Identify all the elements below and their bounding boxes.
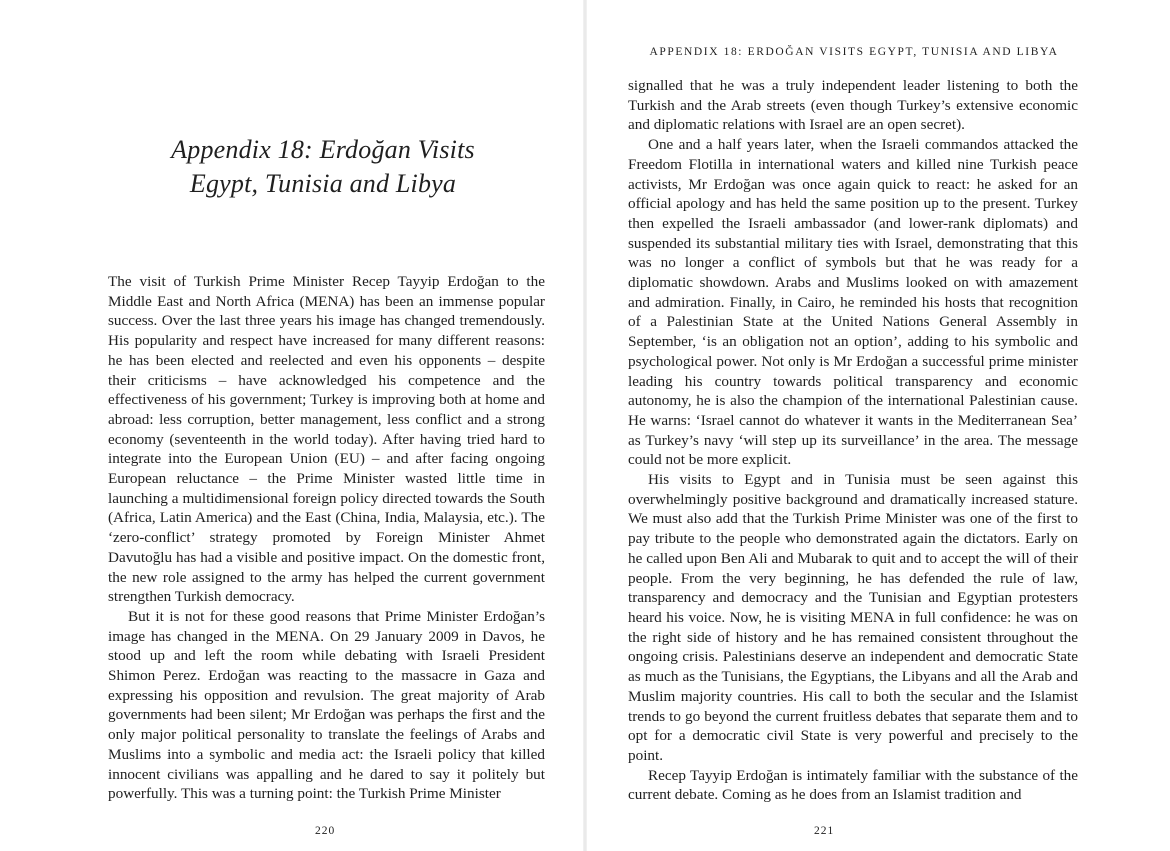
right-page-body (628, 76, 1078, 805)
page-number-left: 220 (315, 825, 336, 837)
body-paragraph: One and a half years later, when the Israeli commandos attacked the Freedom Flotilla in international waters and killed nine Turkish peace activists, Mr Erdoğan was once again quick to react: he asked for an official apology and has held the same position up to the present. Turkey then expelled the Israeli ambassador (and lower-rank diplomats) and suspended its substantial military ties with Israel, demonstrating that this was no longer a conflict of symbols but that he was ready for a diplomatic showdown. Arabs and Muslims looked on with amazement and admiration. Finally, in Cairo, he reminded his hosts that recognition of a Palestinian State at the United Nations General Assembly in September, ‘is an obligation not an option’, adding to his symbolic and psychological power. Not only is Mr Erdoğan a successful prime minister leading his country towards political transparency and economic autonomy, he is also the champion of the international Palestinian cause. He warns: ‘Israel cannot do whatever it wants in the Mediterranean Sea’ as Turkey’s navy ‘will step up its surveillance’ in the area. The message could not be more explicit. (628, 136, 1078, 469)
body-paragraph: But it is not for these good reasons that Prime Minister Erdoğan’s image has changed in the MENA. On 29 January 2009 in Davos, he stood up and left the room while debating with Israeli President Shimon Perez. Erdoğan was reacting to the massacre in Gaza and expressing his opposition and revulsion. The great majority of Arab governments had been silent; Mr Erdoğan was perhaps the first and the only major political personality to translate the feelings of Arabs and Muslims into a symbolic and media act: the Israeli policy that killed innocent civilians was appalling and he dared to say it politely but powerfully. This was a turning point: the Turkish Prime Minister (108, 607, 545, 803)
body-paragraph: signalled that he was a truly independent leader listening to both the Turkish and the Arab streets (even though Turkey’s extensive economic and diplomatic relations with Israel are an open secret). (628, 77, 1078, 134)
body-paragraph: Recep Tayyip Erdoğan is intimately familiar with the substance of the current debate. Coming as he does from an Islamist tradition and (628, 766, 1078, 804)
chapter-title-line-1: Appendix 18: Erdoğan Visits (171, 135, 475, 164)
body-paragraph: The visit of Turkish Prime Minister Recep Tayyip Erdoğan to the Middle East and North Africa (MENA) has been an immense popular success. Over the last three years his image has changed tremendously. His popularity and respect have increased for many different reasons: he has been elected and reelected and even his opponents – despite their criticisms – have acknowledged his competence and the effectiveness of his government; Turkey is improving both at home and abroad: less corruption, better management, less conflict and a strong economy (seventeenth in the world today). After having tried hard to integrate into the European Union (EU) – and after facing ongoing European reluctance – the Prime Minister wasted little time in launching a multidimensional foreign policy directed towards the South (Africa, Latin America) and the East (China, India, Malaysia, etc.). The ‘zero-conflict’ strategy promoted by Foreign Minister Ahmet Davutoğlu has had a visible and positive impact. On the domestic front, the new role assigned to the army has helped the current government strengthen Turkish democracy. (108, 273, 545, 606)
chapter-title (108, 133, 538, 201)
right-page (585, 0, 1170, 851)
chapter-title-line-2: Egypt, Tunisia and Libya (189, 169, 457, 198)
body-paragraph: His visits to Egypt and in Tunisia must be seen against this overwhelmingly positive background and dramatically increased stature. We must also add that the Turkish Prime Minister was one of the first to pay tribute to the people who demonstrated again the dictators. Early on he called upon Ben Ali and Mubarak to quit and to accept the will of their people. From the very beginning, he has defended the rule of law, transparency and democracy and the Tunisian and Egyptian protesters heard his voice. Now, he is visiting MENA in full confidence: he was on the right side of history and he has remained consistent throughout the ongoing crisis. Palestinians deserve an independent and democratic State as much as the Tunisians, the Egyptians, the Libyans and all the Arab and Muslim majority countries. His call to both the secular and the Islamist trends to go beyond the current fruitless debates that separate them and to opt for a democratic civil State is very powerful and precisely to the point. (628, 471, 1078, 764)
running-head: APPENDIX 18: ERDOĞAN VISITS EGYPT, TUNISIA AND LIBYA (649, 46, 1059, 58)
left-page-body (108, 272, 545, 804)
page-number-right: 221 (814, 825, 835, 837)
